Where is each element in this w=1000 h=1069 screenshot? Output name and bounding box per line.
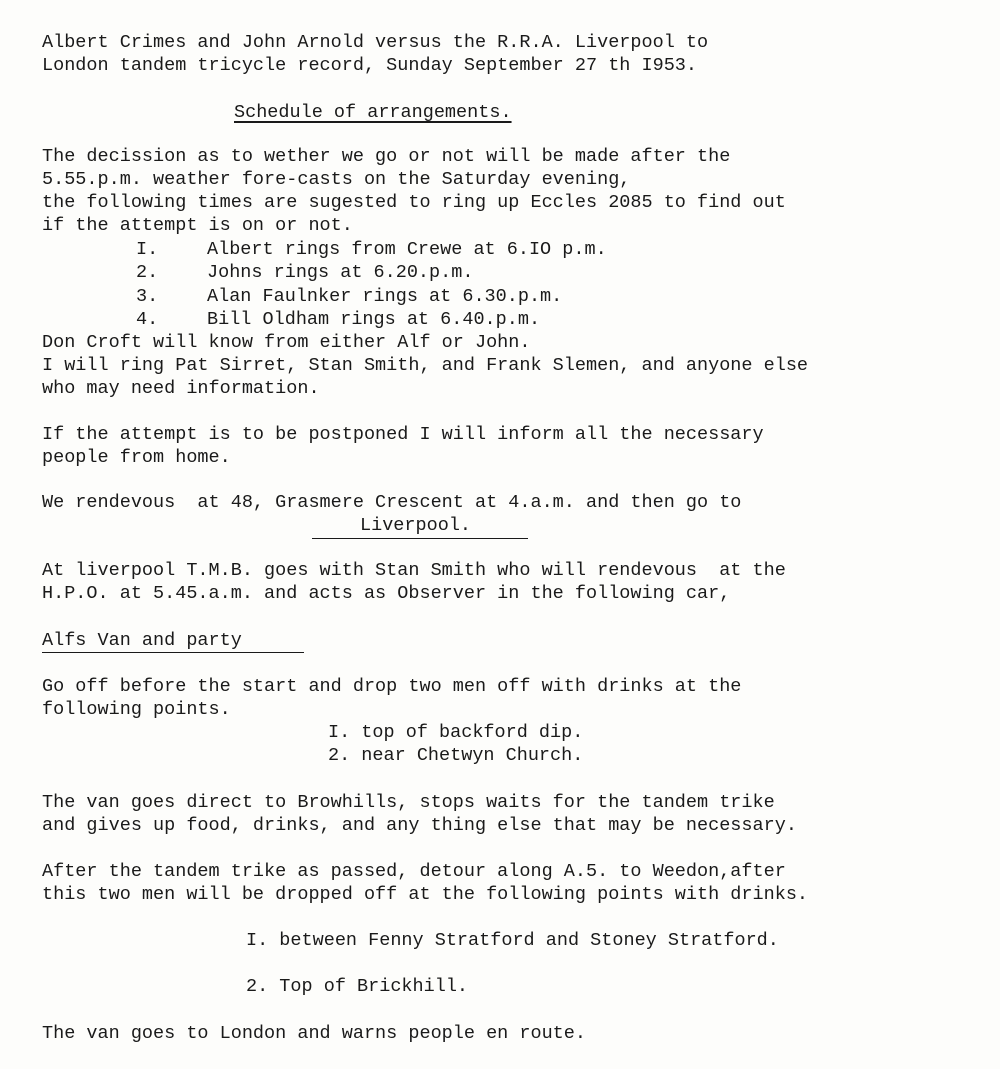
van-heading-underline: [42, 652, 304, 653]
decision-line-3: the following times are sugested to ring up Eccles 2085 to find out: [42, 192, 786, 213]
after-line-1: Don Croft will know from either Alf or John.: [42, 332, 531, 353]
decision-line-2: 5.55.p.m. weather fore-casts on the Saturday evening,: [42, 169, 631, 190]
decision-line-1: The decission as to wether we go or not will be made after the: [42, 146, 731, 167]
drop-point: I. between Fenny Stratford and Stoney Stratford.: [246, 930, 779, 951]
postpone-line-1: If the attempt is to be postponed I will inform all the necessary: [42, 424, 764, 445]
decision-line-4: if the attempt is on or not.: [42, 215, 353, 236]
rendezvous-destination: Liverpool.: [360, 515, 472, 536]
liverpool-line-1: At liverpool T.M.B. goes with Stan Smith who will rendevous at the: [42, 560, 786, 581]
drop-point: 2. near Chetwyn Church.: [328, 745, 584, 766]
title-line-1: Albert Crimes and John Arnold versus the R.R.A. Liverpool to: [42, 32, 709, 53]
detour-line-2: this two men will be dropped off at the following points with drinks.: [42, 884, 809, 905]
call-number: I.: [136, 239, 159, 260]
postpone-line-2: people from home.: [42, 447, 231, 468]
call-number: 4.: [136, 309, 159, 330]
call-text: Alan Faulnker rings at 6.30.p.m.: [207, 286, 563, 307]
van-intro-line-1: Go off before the start and drop two men off with drinks at the: [42, 676, 742, 697]
call-number: 3.: [136, 286, 159, 307]
after-line-3: who may need information.: [42, 378, 320, 399]
london-line: The van goes to London and warns people en route.: [42, 1023, 586, 1044]
detour-line-1: After the tandem trike as passed, detour along A.5. to Weedon,after: [42, 861, 786, 882]
van-intro-line-2: following points.: [42, 699, 231, 720]
liverpool-line-2: H.P.O. at 5.45.a.m. and acts as Observer in the following car,: [42, 583, 731, 604]
call-text: Albert rings from Crewe at 6.IO p.m.: [207, 239, 607, 260]
title-line-2: London tandem tricycle record, Sunday September 27 th I953.: [42, 55, 698, 76]
drop-point: 2. Top of Brickhill.: [246, 976, 469, 997]
browhills-line-1: The van goes direct to Browhills, stops waits for the tandem trike: [42, 792, 775, 813]
destination-underline: [312, 538, 528, 539]
call-number: 2.: [136, 262, 159, 283]
drop-point: I. top of backford dip.: [328, 722, 584, 743]
schedule-heading: Schedule of arrangements.: [234, 102, 512, 123]
call-text: Bill Oldham rings at 6.40.p.m.: [207, 309, 541, 330]
call-text: Johns rings at 6.20.p.m.: [207, 262, 474, 283]
after-line-2: I will ring Pat Sirret, Stan Smith, and Frank Slemen, and anyone else: [42, 355, 809, 376]
browhills-line-2: and gives up food, drinks, and any thing else that may be necessary.: [42, 815, 797, 836]
rendezvous-line: We rendevous at 48, Grasmere Crescent at 4.a.m. and then go to: [42, 492, 742, 513]
van-heading: Alfs Van and party: [42, 630, 242, 651]
